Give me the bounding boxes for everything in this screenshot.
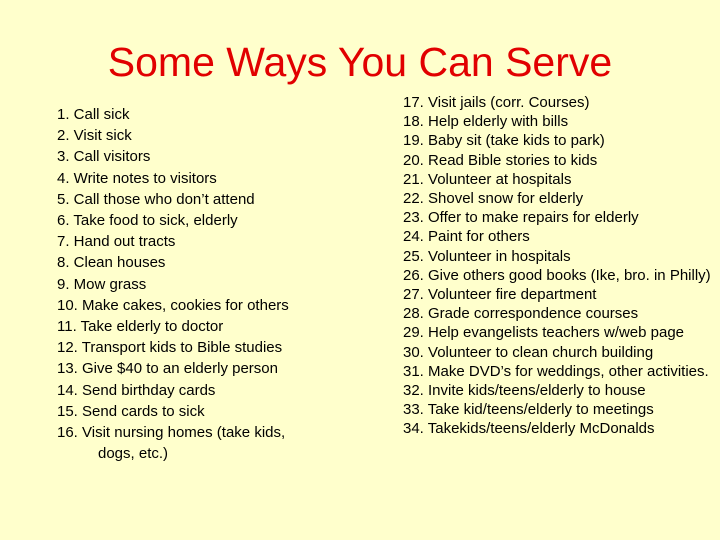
list-item: 21. Volunteer at hospitals — [403, 170, 572, 188]
list-item: 28. Grade correspondence courses — [403, 305, 639, 323]
list-item: 7. Hand out tracts — [57, 233, 176, 251]
list-item: 32. Invite kids/teens/elderly to house — [403, 382, 646, 400]
list-item: 34. Takekids/teens/elderly McDonalds — [403, 420, 655, 438]
list-item: 18. Help elderly with bills — [403, 113, 569, 131]
list-item: 20. Read Bible stories to kids — [403, 151, 598, 169]
list-item-continuation — [57, 443, 357, 464]
list-item: 11. Take elderly to doctor — [57, 318, 224, 336]
list-item: 27. Volunteer fire department — [403, 286, 597, 304]
list-item: 1. Call sick — [57, 106, 130, 123]
list-item: 16. Visit nursing homes (take kids, — [57, 424, 286, 442]
list-item: 6. Take food to sick, elderly — [57, 212, 238, 230]
right-column-list — [403, 93, 713, 439]
left-column-list — [57, 104, 357, 464]
list-item: 2. Visit sick — [57, 127, 132, 145]
list-item: 5. Call those who don’t attend — [57, 190, 255, 208]
list-item: 17. Visit jails (corr. Courses) — [403, 94, 590, 111]
list-item: 22. Shovel snow for elderly — [403, 190, 584, 208]
list-item: 15. Send cards to sick — [57, 402, 205, 420]
list-item: 8. Clean houses — [57, 254, 166, 272]
list-item: 33. Take kid/teens/elderly to meetings — [403, 401, 654, 419]
slide-title: Some Ways You Can Serve — [107, 39, 613, 85]
list-item-continuation-text: dogs, etc.) — [98, 445, 169, 463]
list-item: 4. Write notes to visitors — [57, 169, 217, 187]
list-item: 14. Send birthday cards — [57, 381, 216, 399]
list-item: 19. Baby sit (take kids to park) — [403, 132, 605, 150]
list-item: 24. Paint for others — [403, 228, 530, 246]
list-item: 26. Give others good books (Ike, bro. in Philly) — [403, 266, 711, 284]
list-item: 13. Give $40 to an elderly person — [57, 360, 278, 378]
list-item: 23. Offer to make repairs for elderly — [403, 209, 639, 227]
list-item: 10. Make cakes, cookies for others — [57, 296, 289, 314]
list-item: 3. Call visitors — [57, 148, 151, 166]
list-item: 29. Help evangelists teachers w/web page — [403, 324, 685, 342]
list-item: 25. Volunteer in hospitals — [403, 247, 571, 265]
list-item: 12. Transport kids to Bible studies — [57, 339, 283, 357]
list-item: 31. Make DVD’s for weddings, other activities. — [403, 362, 709, 380]
list-item: 9. Mow grass — [57, 275, 147, 293]
list-item: 30. Volunteer to clean church building — [403, 343, 654, 361]
